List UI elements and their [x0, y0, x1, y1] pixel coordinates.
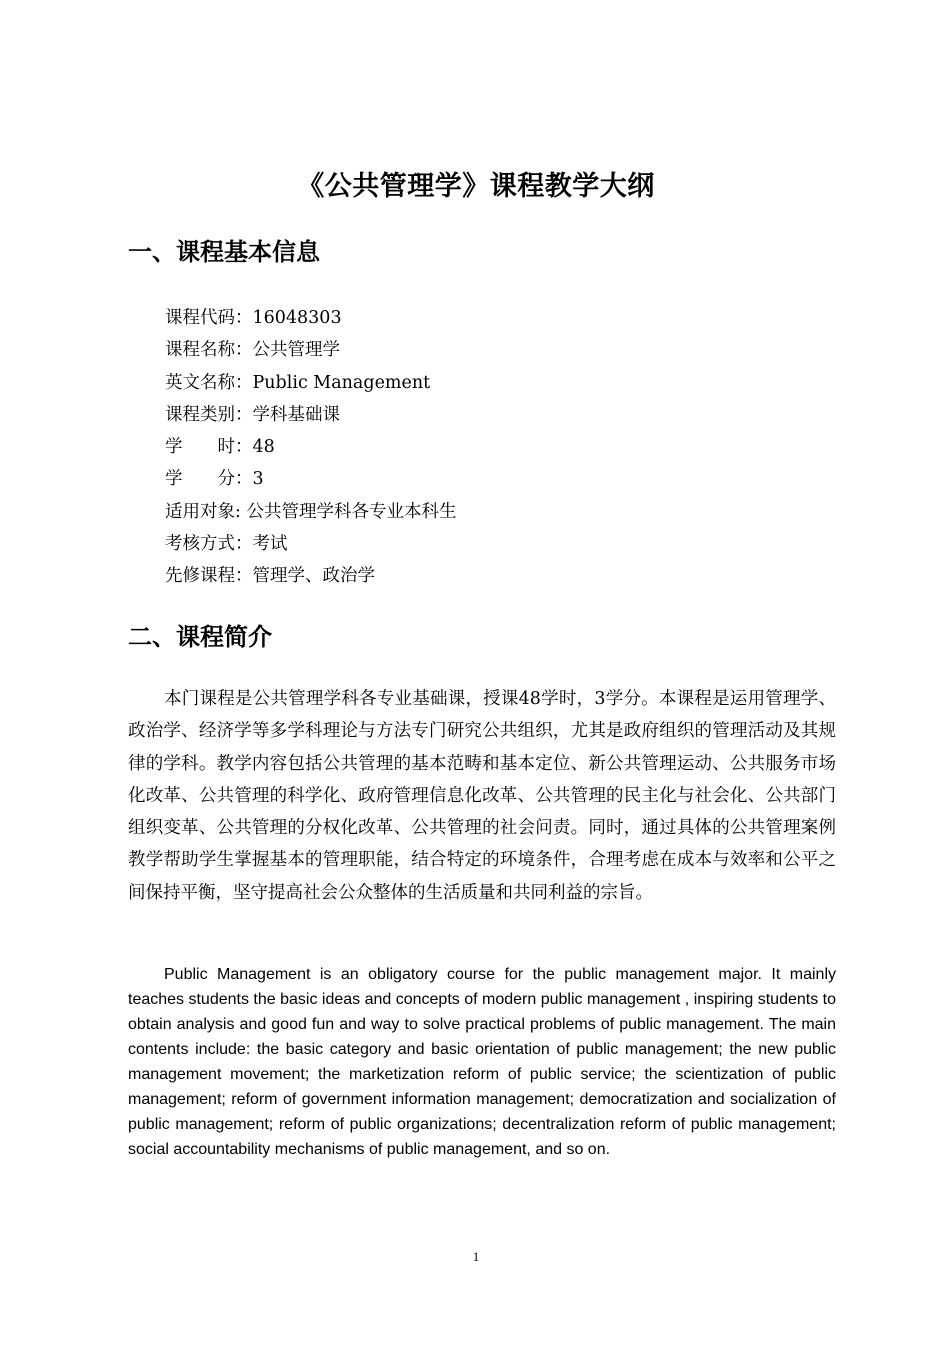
document-title: 《公共管理学》课程教学大纲	[297, 171, 655, 202]
introduction-paragraph-chinese: 本门课程是公共管理学科各专业基础课，授课48学时，3学分。本课程是运用管理学、政治学、经济学等多学科理论与方法专门研究公共组织，尤其是政府组织的管理活动及其规律的学科。教学内容包括公共管理的基本范畴和基本定位、新公共管理运动、公共服务市场化改革、公共管理的科学化、政府管理信息化改革、公共管理的民主化与社会化、公共部门组织变革、公共管理的分权化改革、公共管理的社会问责。同时，通过具体的公共管理案例教学帮助学生掌握基本的管理职能，结合特定的环境条件，合理考虑在成本与效率和公平之间保持平衡，坚守提高社会公众整体的生活质量和共同利益的宗旨。	[128, 689, 836, 903]
course-category: 课程类别：学科基础课	[165, 404, 340, 425]
course-english-name: 英文名称：Public Management	[165, 372, 431, 393]
course-hours: 学 时：48	[165, 437, 275, 458]
introduction-paragraph-english: Public Management is an obligatory course for the public management major. It mainly teaches students the basic ideas and concepts of modern public management , inspiring students to obtain analysis and good fun and way to solve practical problems of public management. The main contents include: the basic category and basic orientation of public management; the new public management movement; the marketization reform of public service; the scientization of public management; reform of government information management; democratization and socialization of public management; reform of public organizations; decentralization reform of public management; social accountability mechanisms of public management, and so on.	[128, 966, 836, 1158]
section-heading-introduction: 二、课程简介	[128, 623, 272, 651]
section-heading-basic-info: 一、课程基本信息	[128, 238, 320, 266]
course-name: 课程名称：公共管理学	[165, 340, 340, 361]
course-prerequisites: 先修课程：管理学、政治学	[165, 566, 375, 587]
course-code: 课程代码：16048303	[165, 308, 342, 328]
course-audience: 适用对象: 公共管理学科各专业本科生	[165, 501, 457, 522]
course-credits: 学 分：3	[165, 469, 264, 490]
course-info-list	[165, 302, 456, 593]
course-assessment: 考核方式：考试	[165, 534, 288, 555]
page-number: 1	[472, 1249, 480, 1264]
